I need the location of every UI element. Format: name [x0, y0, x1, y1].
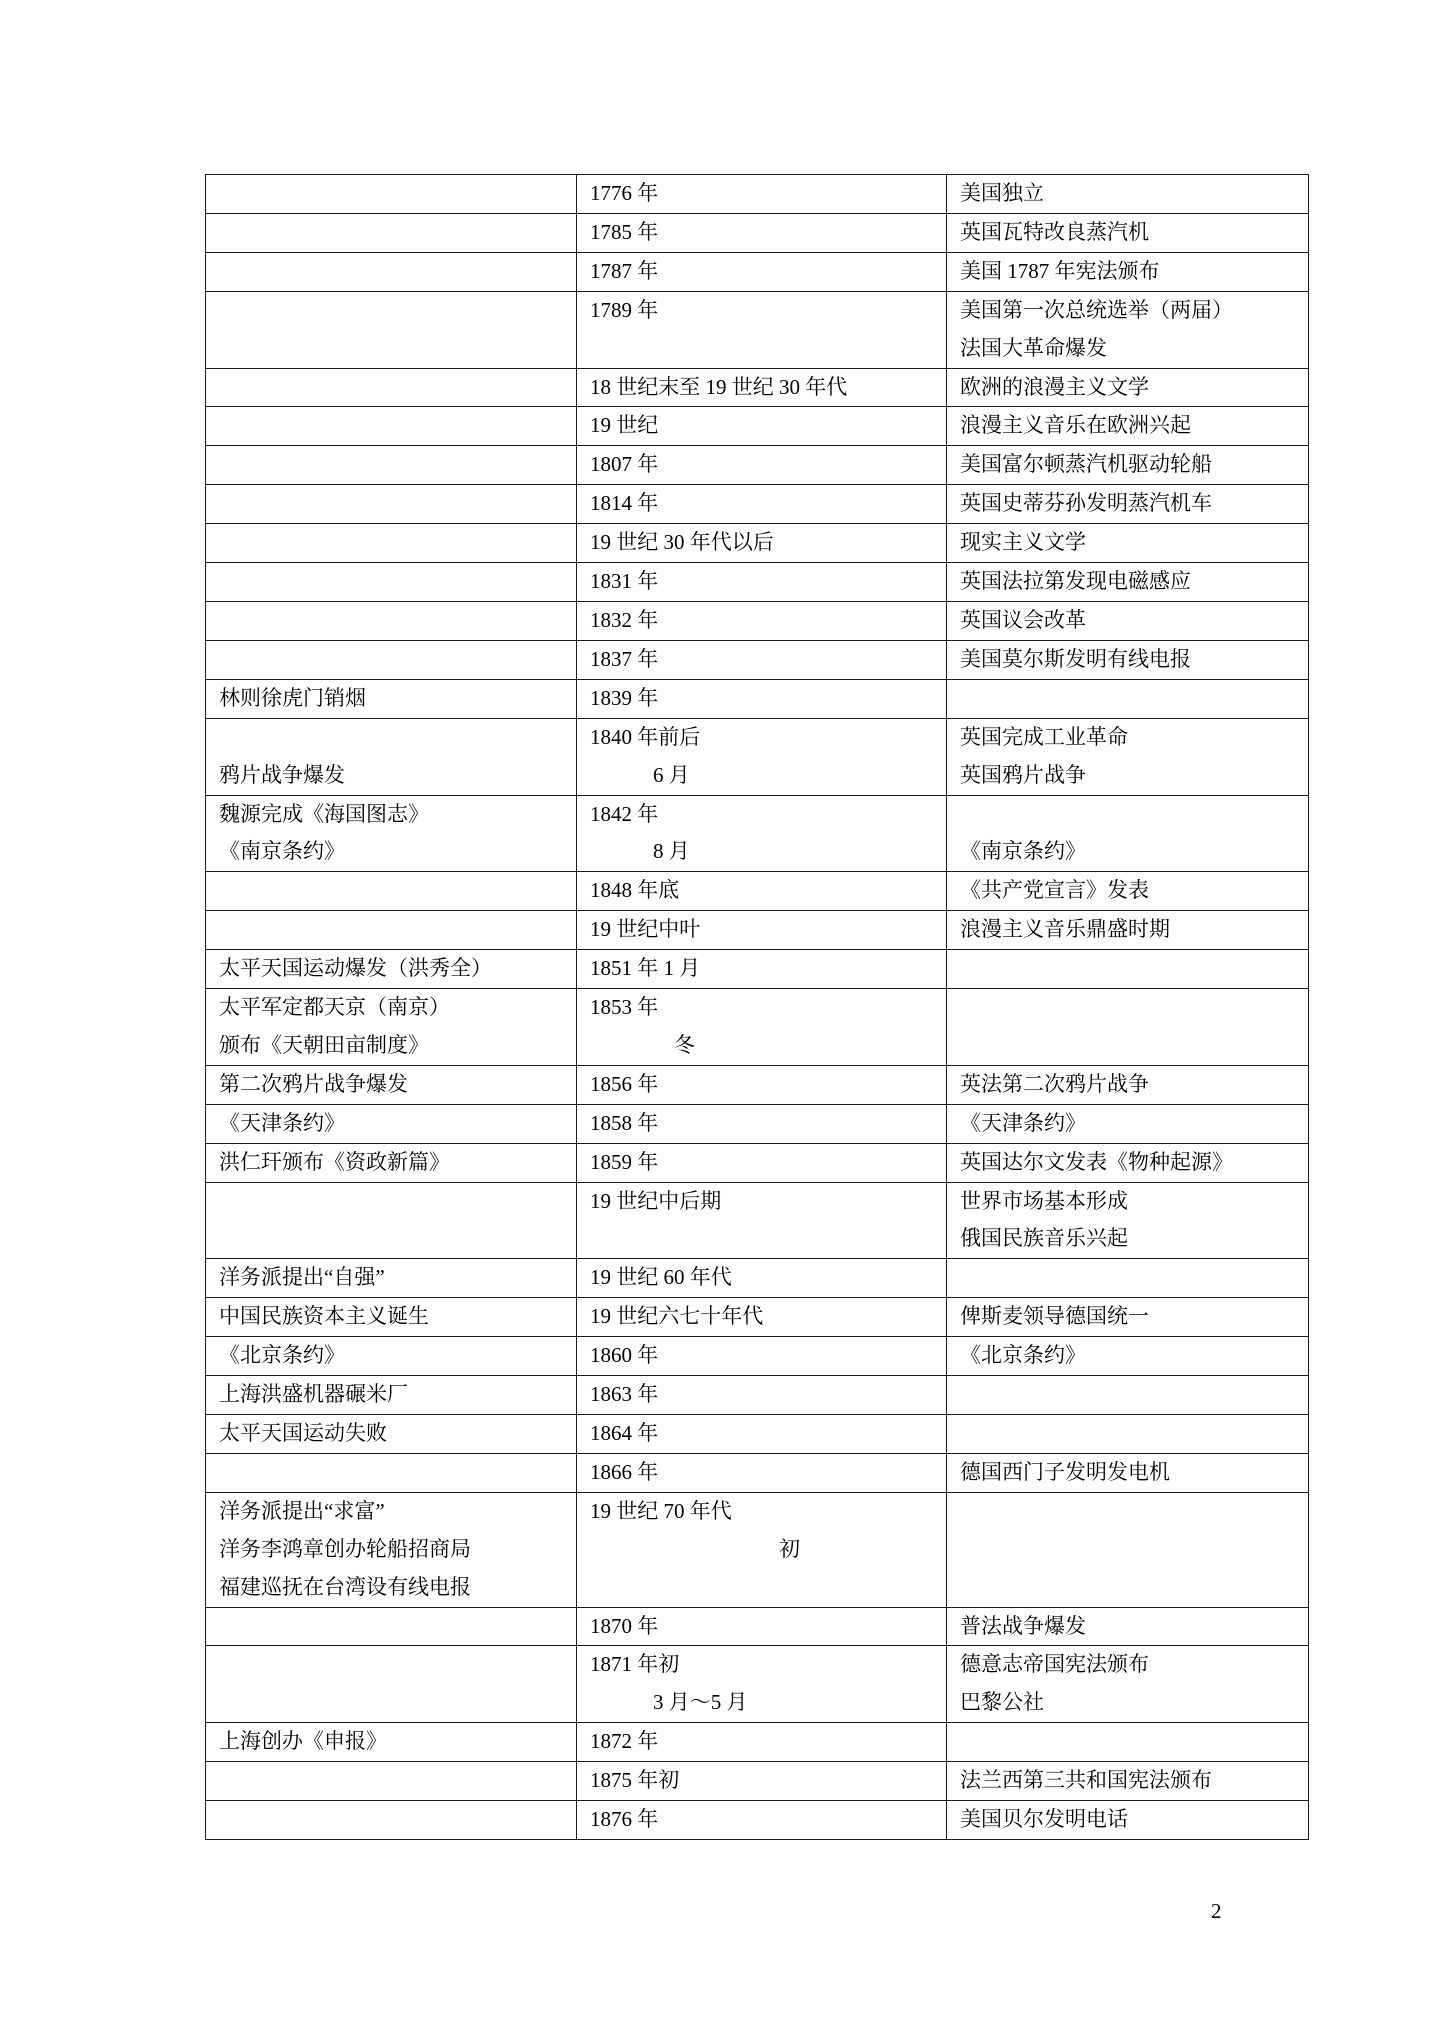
cell-line: 1872 年	[590, 1729, 659, 1754]
cell-line: 太平天国运动失败	[219, 1421, 387, 1445]
cell-line: 《共产党宣言》发表	[960, 878, 1149, 903]
cell-line: 1875 年初	[590, 1768, 680, 1793]
cell-line: 浪漫主义音乐在欧洲兴起	[960, 413, 1191, 438]
cell-line: 19 世纪 70 年代	[590, 1498, 732, 1523]
cell-line: 英国鸦片战争	[960, 762, 1086, 787]
date-cell	[577, 563, 947, 602]
cell-line: 冬	[590, 1032, 695, 1057]
cell-line: 1856 年	[590, 1071, 659, 1096]
date-cell	[577, 1065, 947, 1104]
date-cell	[577, 601, 947, 640]
world-events-cell	[947, 1182, 1309, 1259]
china-events-cell	[206, 524, 577, 563]
cell-line: 《北京条约》	[219, 1343, 345, 1368]
cell-line	[960, 950, 1302, 988]
cell-line	[219, 1608, 570, 1646]
china-events-cell	[206, 640, 577, 679]
cell-line	[960, 1415, 1302, 1453]
cell-line: 1785 年	[590, 219, 659, 244]
cell-line: 法兰西第三共和国宪法颁布	[960, 1768, 1212, 1793]
cell-line: 第二次鸦片战争爆发	[219, 1071, 408, 1096]
cell-line: 太平军定都天京（南京）	[219, 995, 450, 1020]
table-row	[206, 640, 1309, 679]
cell-line: 1840 年前后	[590, 724, 701, 749]
china-events-cell	[206, 1337, 577, 1376]
cell-line	[960, 1723, 1302, 1761]
world-events-cell	[947, 1801, 1309, 1840]
cell-line: 1837 年	[590, 646, 659, 671]
cell-line: 1871 年初	[590, 1652, 680, 1677]
world-events-cell	[947, 601, 1309, 640]
table-row	[206, 175, 1309, 214]
cell-line	[219, 175, 570, 213]
table-row	[206, 1607, 1309, 1646]
date-cell	[577, 1104, 947, 1143]
table-row	[206, 563, 1309, 602]
cell-line	[960, 796, 1302, 834]
world-events-cell	[947, 446, 1309, 485]
table-row	[206, 1298, 1309, 1337]
world-events-cell	[947, 1298, 1309, 1337]
date-cell	[577, 1762, 947, 1801]
world-events-cell	[947, 1762, 1309, 1801]
table-row	[206, 1762, 1309, 1801]
table-row	[206, 679, 1309, 718]
cell-line: 美国第一次总统选举（两届）	[960, 297, 1233, 322]
china-events-cell	[206, 679, 577, 718]
cell-line	[219, 407, 570, 445]
cell-line: 1814 年	[590, 491, 659, 516]
cell-line	[219, 563, 570, 601]
cell-line: 英国达尔文发表《物种起源》	[960, 1149, 1233, 1174]
world-events-cell	[947, 1723, 1309, 1762]
china-events-cell	[206, 1801, 577, 1840]
date-cell	[577, 872, 947, 911]
cell-line: 普法战争爆发	[960, 1613, 1086, 1638]
date-cell	[577, 1182, 947, 1259]
world-events-cell	[947, 252, 1309, 291]
world-events-cell	[947, 368, 1309, 407]
date-cell	[577, 1298, 947, 1337]
world-events-cell	[947, 524, 1309, 563]
date-cell	[577, 1259, 947, 1298]
table-row	[206, 911, 1309, 950]
table-row	[206, 1065, 1309, 1104]
cell-line: 19 世纪 30 年代以后	[590, 530, 774, 555]
cell-line: 世界市场基本形成	[960, 1188, 1128, 1213]
china-events-cell	[206, 175, 577, 214]
world-events-cell	[947, 1337, 1309, 1376]
cell-line: 1858 年	[590, 1110, 659, 1135]
date-cell	[577, 640, 947, 679]
date-cell	[577, 911, 947, 950]
cell-line: 法国大革命爆发	[960, 335, 1107, 360]
cell-line: 英法第二次鸦片战争	[960, 1071, 1149, 1096]
cell-line: 初	[590, 1536, 800, 1561]
date-cell	[577, 175, 947, 214]
cell-line: 19 世纪中叶	[590, 917, 701, 942]
world-events-cell	[947, 175, 1309, 214]
date-cell	[577, 1337, 947, 1376]
cell-line: 3 月～5 月	[590, 1690, 748, 1715]
world-events-cell	[947, 1415, 1309, 1454]
cell-line	[960, 989, 1302, 1027]
date-cell	[577, 1143, 947, 1182]
cell-line: 洪仁玕颁布《资政新篇》	[219, 1149, 450, 1174]
table-row	[206, 989, 1309, 1066]
cell-line: 《南京条约》	[219, 839, 345, 864]
cell-line: 巴黎公社	[960, 1690, 1044, 1715]
cell-line: 现实主义文学	[960, 530, 1086, 555]
cell-line	[219, 214, 570, 252]
cell-line: 1866 年	[590, 1459, 659, 1484]
china-events-cell	[206, 291, 577, 368]
world-events-cell	[947, 872, 1309, 911]
world-events-cell	[947, 213, 1309, 252]
date-cell	[577, 1646, 947, 1723]
world-events-cell	[947, 989, 1309, 1066]
date-cell	[577, 679, 947, 718]
china-events-cell	[206, 795, 577, 872]
world-events-cell	[947, 1492, 1309, 1607]
date-cell	[577, 795, 947, 872]
cell-line	[219, 1762, 570, 1800]
table-row	[206, 1337, 1309, 1376]
world-events-cell	[947, 1104, 1309, 1143]
cell-line	[960, 1376, 1302, 1414]
cell-line: 《南京条约》	[960, 839, 1086, 864]
china-events-cell	[206, 718, 577, 795]
cell-line: 福建巡抚在台湾设有线电报	[219, 1574, 471, 1599]
cell-line: 美国 1787 年宪法颁布	[960, 258, 1160, 283]
table-row	[206, 1801, 1309, 1840]
table-row	[206, 872, 1309, 911]
cell-line: 美国独立	[960, 181, 1044, 205]
cell-line: 上海洪盛机器碾米厂	[219, 1382, 408, 1407]
china-events-cell	[206, 1492, 577, 1607]
cell-line: 德意志帝国宪法颁布	[960, 1652, 1149, 1677]
china-events-cell	[206, 1723, 577, 1762]
cell-line	[960, 1259, 1302, 1297]
date-cell	[577, 989, 947, 1066]
china-events-cell	[206, 601, 577, 640]
date-cell	[577, 1607, 947, 1646]
china-events-cell	[206, 1298, 577, 1337]
date-cell	[577, 368, 947, 407]
cell-line	[219, 602, 570, 640]
table-row	[206, 407, 1309, 446]
timeline-table	[205, 174, 1309, 1840]
cell-line: 洋务李鸿章创办轮船招商局	[219, 1536, 471, 1561]
cell-line: 英国瓦特改良蒸汽机	[960, 219, 1149, 244]
world-events-cell	[947, 1065, 1309, 1104]
cell-line: 19 世纪六七十年代	[590, 1304, 764, 1329]
cell-line: 1851 年 1 月	[590, 956, 701, 981]
china-events-cell	[206, 446, 577, 485]
table-row	[206, 524, 1309, 563]
cell-line: 1853 年	[590, 995, 659, 1020]
table-row	[206, 485, 1309, 524]
cell-line: 19 世纪	[590, 413, 659, 438]
cell-line	[219, 1454, 570, 1492]
table-row	[206, 1143, 1309, 1182]
cell-line: 美国富尔顿蒸汽机驱动轮船	[960, 452, 1212, 477]
date-cell	[577, 485, 947, 524]
cell-line: 浪漫主义音乐鼎盛时期	[960, 917, 1170, 942]
cell-line: 1876 年	[590, 1807, 659, 1832]
cell-line: 19 世纪中后期	[590, 1188, 722, 1213]
timeline-table-body	[206, 175, 1309, 1840]
china-events-cell	[206, 407, 577, 446]
cell-line: 1859 年	[590, 1149, 659, 1174]
cell-line: 1842 年	[590, 801, 659, 826]
table-row	[206, 1415, 1309, 1454]
world-events-cell	[947, 679, 1309, 718]
china-events-cell	[206, 563, 577, 602]
table-row	[206, 291, 1309, 368]
china-events-cell	[206, 368, 577, 407]
china-events-cell	[206, 1762, 577, 1801]
cell-line	[219, 369, 570, 407]
date-cell	[577, 446, 947, 485]
table-row	[206, 1646, 1309, 1723]
date-cell	[577, 718, 947, 795]
cell-line: 1789 年	[590, 297, 659, 322]
cell-line: 1848 年底	[590, 878, 680, 903]
cell-line: 颁布《天朝田亩制度》	[219, 1032, 429, 1057]
cell-line: 美国贝尔发明电话	[960, 1807, 1128, 1832]
cell-line	[219, 911, 570, 949]
china-events-cell	[206, 1104, 577, 1143]
cell-line	[219, 1801, 570, 1839]
cell-line: 1860 年	[590, 1343, 659, 1368]
table-row	[206, 368, 1309, 407]
world-events-cell	[947, 1259, 1309, 1298]
date-cell	[577, 1723, 947, 1762]
cell-line: 洋务派提出“自强”	[219, 1265, 385, 1290]
china-events-cell	[206, 1646, 577, 1723]
date-cell	[577, 407, 947, 446]
china-events-cell	[206, 911, 577, 950]
cell-line: 1864 年	[590, 1421, 659, 1445]
table-row	[206, 795, 1309, 872]
cell-line	[219, 292, 570, 330]
cell-line	[219, 1183, 570, 1221]
china-events-cell	[206, 1376, 577, 1415]
china-events-cell	[206, 1182, 577, 1259]
cell-line: 1870 年	[590, 1613, 659, 1638]
date-cell	[577, 524, 947, 563]
world-events-cell	[947, 1607, 1309, 1646]
world-events-cell	[947, 1453, 1309, 1492]
table-row	[206, 213, 1309, 252]
table-row	[206, 446, 1309, 485]
table-row	[206, 718, 1309, 795]
date-cell	[577, 1492, 947, 1607]
world-events-cell	[947, 640, 1309, 679]
china-events-cell	[206, 1607, 577, 1646]
china-events-cell	[206, 1415, 577, 1454]
table-row	[206, 950, 1309, 989]
table-row	[206, 1453, 1309, 1492]
china-events-cell	[206, 1065, 577, 1104]
world-events-cell	[947, 795, 1309, 872]
cell-line: 6 月	[590, 762, 690, 787]
table-row	[206, 1376, 1309, 1415]
cell-line	[219, 446, 570, 484]
cell-line	[960, 1493, 1302, 1531]
world-events-cell	[947, 563, 1309, 602]
cell-line: 《天津条约》	[219, 1110, 345, 1135]
cell-line: 鸦片战争爆发	[219, 762, 345, 787]
china-events-cell	[206, 872, 577, 911]
table-row	[206, 1182, 1309, 1259]
date-cell	[577, 1453, 947, 1492]
date-cell	[577, 291, 947, 368]
date-cell	[577, 213, 947, 252]
table-row	[206, 1492, 1309, 1607]
china-events-cell	[206, 950, 577, 989]
world-events-cell	[947, 407, 1309, 446]
cell-line: 《北京条约》	[960, 1343, 1086, 1368]
cell-line: 欧洲的浪漫主义文学	[960, 374, 1149, 399]
china-events-cell	[206, 1259, 577, 1298]
cell-line: 美国莫尔斯发明有线电报	[960, 646, 1191, 671]
china-events-cell	[206, 252, 577, 291]
date-cell	[577, 1376, 947, 1415]
china-events-cell	[206, 485, 577, 524]
china-events-cell	[206, 1143, 577, 1182]
world-events-cell	[947, 485, 1309, 524]
world-events-cell	[947, 1646, 1309, 1723]
table-row	[206, 1723, 1309, 1762]
world-events-cell	[947, 291, 1309, 368]
cell-line: 1839 年	[590, 685, 659, 710]
cell-line	[960, 1027, 1302, 1065]
date-cell	[577, 252, 947, 291]
cell-line: 英国法拉第发现电磁感应	[960, 569, 1191, 594]
cell-line: 中国民族资本主义诞生	[219, 1304, 429, 1329]
page-number: 2	[1211, 1899, 1222, 1923]
cell-line: 太平天国运动爆发（洪秀全）	[219, 956, 492, 981]
world-events-cell	[947, 911, 1309, 950]
world-events-cell	[947, 1143, 1309, 1182]
china-events-cell	[206, 989, 577, 1066]
cell-line	[219, 1646, 570, 1684]
cell-line: 英国议会改革	[960, 607, 1086, 632]
cell-line: 《天津条约》	[960, 1110, 1086, 1135]
world-events-cell	[947, 1376, 1309, 1415]
date-cell	[577, 950, 947, 989]
cell-line: 1863 年	[590, 1382, 659, 1407]
cell-line	[219, 524, 570, 562]
cell-line	[960, 680, 1302, 718]
cell-line: 洋务派提出“求富”	[219, 1498, 385, 1523]
cell-line	[219, 719, 570, 757]
cell-line: 1832 年	[590, 607, 659, 632]
table-row	[206, 601, 1309, 640]
cell-line: 英国史蒂芬孙发明蒸汽机车	[960, 491, 1212, 516]
china-events-cell	[206, 1453, 577, 1492]
cell-line: 1807 年	[590, 452, 659, 477]
cell-line: 俾斯麦领导德国统一	[960, 1304, 1149, 1329]
date-cell	[577, 1801, 947, 1840]
cell-line: 魏源完成《海国图志》	[219, 801, 429, 826]
cell-line: 俄国民族音乐兴起	[960, 1226, 1128, 1251]
cell-line: 德国西门子发明发电机	[960, 1459, 1170, 1484]
cell-line: 英国完成工业革命	[960, 724, 1128, 749]
world-events-cell	[947, 718, 1309, 795]
cell-line: 林则徐虎门销烟	[219, 685, 366, 710]
cell-line: 1776 年	[590, 181, 659, 205]
world-events-cell	[947, 950, 1309, 989]
cell-line: 19 世纪 60 年代	[590, 1265, 732, 1290]
date-cell	[577, 1415, 947, 1454]
table-row	[206, 1104, 1309, 1143]
cell-line	[219, 253, 570, 291]
china-events-cell	[206, 213, 577, 252]
table-row	[206, 252, 1309, 291]
table-row	[206, 1259, 1309, 1298]
cell-line: 8 月	[590, 839, 690, 864]
cell-line: 1787 年	[590, 258, 659, 283]
cell-line	[219, 641, 570, 679]
cell-line	[219, 485, 570, 523]
cell-line: 上海创办《申报》	[219, 1729, 387, 1754]
cell-line: 1831 年	[590, 569, 659, 594]
cell-line	[219, 872, 570, 910]
cell-line: 18 世纪末至 19 世纪 30 年代	[590, 374, 848, 399]
